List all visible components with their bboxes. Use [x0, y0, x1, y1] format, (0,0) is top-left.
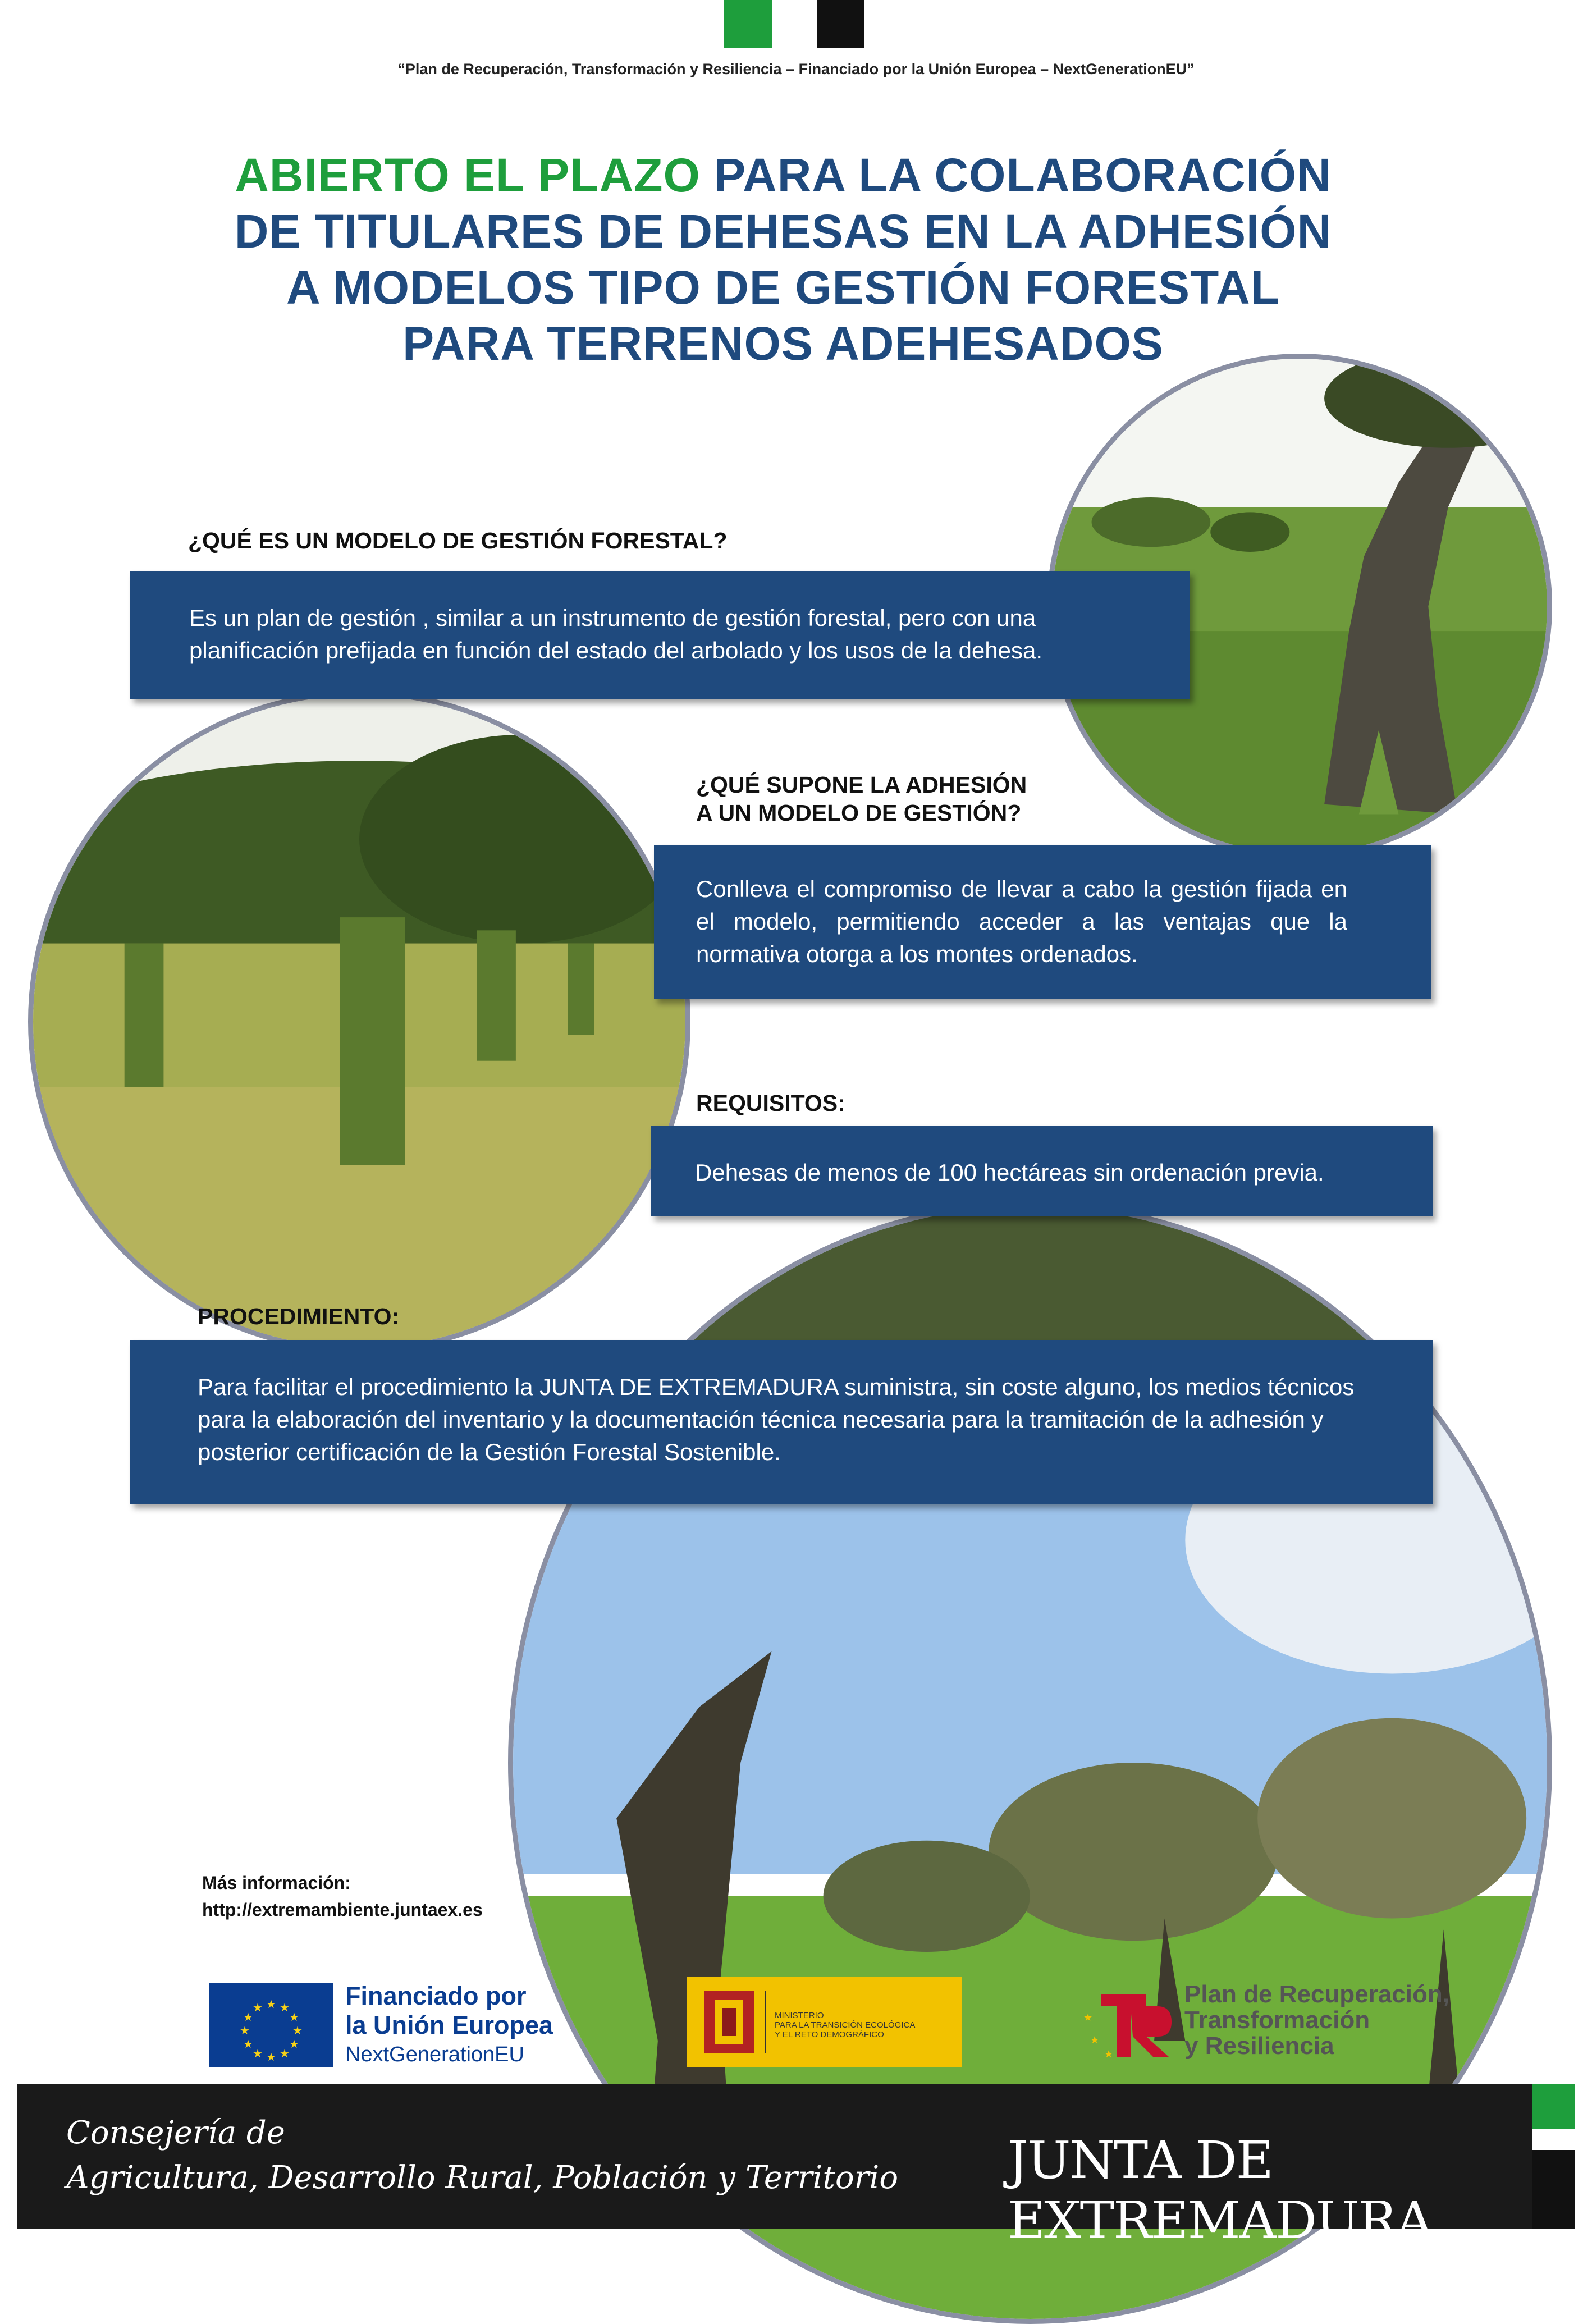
more-info-label: Más información: — [202, 1873, 351, 1893]
procedure-box — [130, 1340, 1433, 1504]
svg-text:★: ★ — [289, 2037, 299, 2051]
svg-text:★: ★ — [289, 2010, 299, 2024]
svg-text:★: ★ — [243, 2010, 253, 2024]
svg-text:★: ★ — [243, 2037, 253, 2051]
eu-flag-icon — [209, 1983, 333, 2067]
flag-green-square — [724, 0, 772, 48]
adhesion-answer-box — [654, 845, 1431, 999]
headline-line1: PARA LA COLABORACIÓN — [700, 149, 1332, 202]
svg-text:★: ★ — [280, 2001, 290, 2014]
ministry-line2: PARA LA TRANSICIÓN ECOLÓGICA — [775, 2020, 916, 2030]
svg-text:★: ★ — [292, 2024, 303, 2037]
eu-line3: NextGenerationEU — [345, 2043, 524, 2066]
procedure-text: Para facilitar el procedimiento la JUNTA DE EXTREMADURA suministra, sin coste alguno, los medios técnicos para la elaboración del inventario y la documentación técnica necesaria para la tramitación de la adhesión y posterior certificación de la Gestión Forestal Sostenible. — [198, 1374, 1355, 1465]
ministry-logo-text — [775, 2011, 915, 2039]
svg-text:★: ★ — [1083, 2012, 1093, 2024]
model-question-title: ¿QUÉ ES UN MODELO DE GESTIÓN FORESTAL? — [188, 528, 728, 553]
requirements-text: Dehesas de menos de 100 hectáreas sin ordenación previa. — [695, 1159, 1324, 1186]
adhesion-question-title — [696, 771, 1089, 827]
model-answer-text: Es un plan de gestión , similar a un instrumento de gestión forestal, pero con una planificación prefijada en función del estado del arbolado y los usos de la dehesa. — [189, 605, 1043, 664]
department-name — [66, 2111, 898, 2201]
headline-line4: PARA TERRENOS ADEHESADOS — [402, 317, 1164, 370]
svg-text:★: ★ — [266, 2050, 276, 2064]
adhesion-title-line1: ¿QUÉ SUPONE LA ADHESIÓN — [696, 772, 1027, 798]
headline-highlight: ABIERTO EL PLAZO — [235, 149, 701, 202]
svg-text:★: ★ — [1104, 2048, 1114, 2060]
department-line2: Agricultura, Desarrollo Rural, Población y Territorio — [66, 2160, 899, 2196]
footer-black-square — [1532, 2150, 1575, 2229]
ministry-line3: Y EL RETO DEMOGRÁFICO — [775, 2030, 884, 2039]
photo-young-trees — [28, 690, 690, 1353]
eu-line1: Financiado por — [345, 1982, 527, 2010]
department-line1: Consejería de — [66, 2115, 285, 2151]
more-info — [202, 1869, 483, 1923]
svg-text:★: ★ — [253, 2001, 263, 2014]
adhesion-answer-text: Conlleva el compromiso de llevar a cabo la gestión fijada en el modelo, permitiendo acceder a las ventajas que la normativa otorga a los montes ordenados. — [696, 876, 1347, 967]
prtr-line2: Transformación — [1184, 2006, 1370, 2034]
svg-text:★: ★ — [280, 2047, 290, 2060]
prtr-line1: Plan de Recuperación, — [1184, 1980, 1449, 2008]
more-info-link[interactable]: http://extremambiente.juntaex.es — [202, 1900, 483, 1920]
svg-text:★: ★ — [1090, 2034, 1100, 2046]
flag-black-square — [817, 0, 864, 48]
requirements-title: REQUISITOS: — [696, 1090, 845, 1116]
eu-funding-logo-text — [345, 1982, 553, 2069]
model-answer-box — [130, 571, 1190, 699]
procedure-title: PROCEDIMIENTO: — [198, 1303, 400, 1329]
requirements-box — [651, 1126, 1433, 1216]
headline-line2: DE TITULARES DE DEHESAS EN LA ADHESIÓN — [234, 205, 1332, 258]
ministry-line1: MINISTERIO — [775, 2011, 824, 2020]
headline — [129, 147, 1437, 372]
footer-green-square — [1532, 2084, 1575, 2129]
svg-text:★: ★ — [253, 2047, 263, 2060]
prtr-logo-text — [1184, 1982, 1449, 2059]
funding-caption: “Plan de Recuperación, Transformación y Resiliencia – Financiado por la Unión Europea – NextGenerationEU” — [397, 61, 1195, 77]
svg-text:★: ★ — [240, 2024, 250, 2037]
prtr-line3: y Resiliencia — [1184, 2032, 1334, 2060]
eu-line2: la Unión Europea — [345, 2011, 553, 2039]
prtr-logo-icon — [1079, 1982, 1180, 2066]
government-name: JUNTA DE EXTREMADURA — [1008, 2130, 1433, 2250]
headline-line3: A MODELOS TIPO DE GESTIÓN FORESTAL — [286, 261, 1280, 314]
adhesion-title-line2: A UN MODELO DE GESTIÓN? — [696, 800, 1022, 826]
svg-text:★: ★ — [266, 1997, 276, 2011]
